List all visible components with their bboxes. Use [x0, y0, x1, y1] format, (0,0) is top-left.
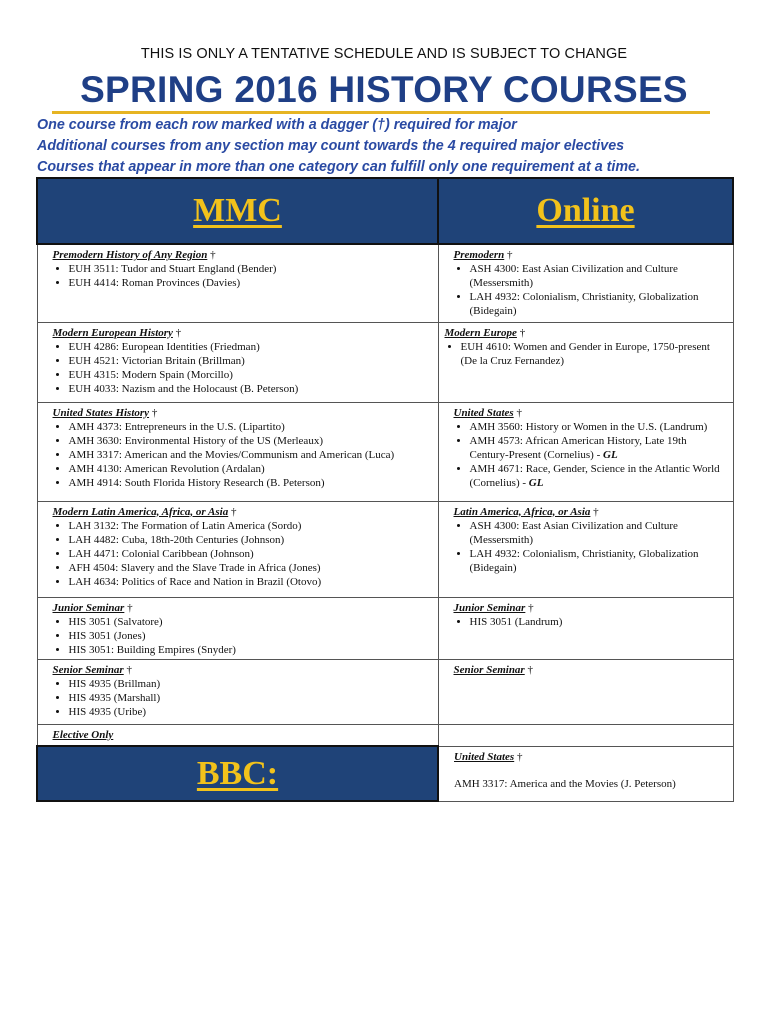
- dagger-mark: †: [175, 326, 182, 339]
- gl-tag: GL: [528, 476, 544, 489]
- list-item: • HIS 4935 (Uribe): [69, 705, 432, 719]
- list-item: • EUH 4286: European Identities (Friedman): [69, 340, 432, 354]
- table-header-row: [37, 178, 733, 244]
- note-line: Additional courses from any section may count towards the 4 required major electives: [37, 138, 625, 154]
- online-cell: [438, 244, 733, 322]
- list-item: • ASH 4300: East Asian Civilization and Culture (Messersmith): [470, 262, 727, 290]
- list-item: • LAH 4634: Politics of Race and Nation in Brazil (Otovo): [69, 575, 432, 589]
- category-label: United States: [453, 406, 514, 419]
- list-item: • EUH 4521: Victorian Britain (Brillman): [69, 354, 432, 368]
- mmc-cell: [37, 322, 438, 402]
- list-item: • HIS 3051 (Landrum): [470, 615, 727, 629]
- list-item: • HIS 3051: Building Empires (Snyder): [69, 643, 432, 657]
- table-row: [37, 244, 733, 322]
- online-header: [438, 178, 733, 244]
- dagger-mark: †: [528, 601, 534, 614]
- mmc-header: [37, 178, 438, 244]
- category-label: Latin America, Africa, or Asia: [453, 505, 591, 518]
- list-item: • AMH 3560: History or Women in the U.S. (Landrum): [470, 420, 727, 434]
- table-row: [37, 322, 733, 402]
- tentative-notice: THIS IS ONLY A TENTATIVE SCHEDULE AND IS SUBJECT TO CHANGE: [140, 46, 628, 62]
- table-row: [37, 597, 733, 659]
- schedule-table: [36, 177, 734, 802]
- category-label: Modern Europe: [444, 326, 517, 339]
- online-cell: [438, 501, 733, 597]
- list-item: • HIS 3051 (Jones): [69, 629, 432, 643]
- category-label: Senior Seminar: [453, 663, 525, 676]
- list-item: • EUH 4414: Roman Provinces (Davies): [69, 276, 432, 290]
- list-item: • EUH 4033: Nazism and the Holocaust (B. Peterson): [69, 382, 432, 396]
- online-cell: [438, 402, 733, 501]
- list-item: • ASH 4300: East Asian Civilization and Culture (Messersmith): [470, 519, 727, 547]
- list-item: • AMH 4914: South Florida History Research (B. Peterson): [69, 476, 432, 490]
- category-label: Senior Seminar: [52, 663, 124, 676]
- course-entry: AMH 3317: America and the Movies (J. Peterson): [454, 777, 676, 790]
- note-line: Courses that appear in more than one category can fulfill only one requirement at a time.: [37, 159, 640, 175]
- list-item: • AMH 3630: Environmental History of the US (Merleaux): [69, 434, 432, 448]
- course-list: [53, 519, 432, 589]
- course-list: [454, 615, 727, 629]
- list-item: • EUH 4315: Modern Spain (Morcillo): [69, 368, 432, 382]
- list-item: • AMH 4373: Entrepreneurs in the U.S. (Lipartito): [69, 420, 432, 434]
- dagger-mark: †: [506, 249, 513, 261]
- mmc-cell: [37, 402, 438, 501]
- table-row: [37, 402, 733, 501]
- requirement-notes: [37, 115, 747, 178]
- bbc-header: [37, 746, 438, 801]
- dagger-mark: †: [593, 505, 599, 518]
- category-label: United States History: [52, 406, 150, 419]
- list-item: • AMH 4130: American Revolution (Ardalan): [69, 462, 432, 476]
- category-label: Premodern History of Any Region: [52, 249, 208, 261]
- mmc-cell: [37, 597, 438, 659]
- dagger-mark: †: [210, 249, 216, 261]
- bbc-online-cell: [438, 746, 733, 801]
- dagger-mark: †: [230, 505, 237, 518]
- course-list: [53, 615, 432, 657]
- page-title: SPRING 2016 HISTORY COURSES: [80, 69, 688, 110]
- list-item: [470, 462, 727, 490]
- note-line: One course from each row marked with a dagger (†) required for major: [37, 117, 517, 133]
- table-row: [37, 724, 733, 746]
- table-row: [37, 746, 733, 801]
- list-item: • HIS 4935 (Brillman): [69, 677, 432, 691]
- list-item: [470, 434, 727, 462]
- course-list: [53, 340, 432, 396]
- table-row: [37, 659, 733, 724]
- dagger-mark: †: [151, 406, 158, 419]
- list-item: • HIS 3051 (Salvatore): [69, 615, 432, 629]
- title-underline: [52, 111, 710, 114]
- list-item: • HIS 4935 (Marshall): [69, 691, 432, 705]
- list-item: • LAH 4471: Colonial Caribbean (Johnson): [69, 547, 432, 561]
- mmc-cell: [37, 501, 438, 597]
- list-item: • LAH 4482: Cuba, 18th-20th Centuries (Johnson): [69, 533, 432, 547]
- course-text: AMH 4671: Race, Gender, Science in the Atlantic World (Cornelius) -: [469, 462, 720, 489]
- course-list: [454, 519, 727, 575]
- dagger-mark: †: [516, 406, 522, 419]
- list-item: • LAH 4932: Colonialism, Christianity, Globalization (Bidegain): [470, 290, 727, 318]
- category-label: Premodern: [453, 249, 505, 261]
- online-header-label: Online: [536, 192, 635, 229]
- dagger-mark: †: [519, 326, 526, 339]
- online-cell: [438, 322, 733, 402]
- course-list: [454, 420, 727, 490]
- mmc-cell: [37, 659, 438, 724]
- mmc-cell: [37, 724, 438, 746]
- dagger-mark: †: [126, 663, 132, 676]
- list-item: • LAH 3132: The Formation of Latin America (Sordo): [69, 519, 432, 533]
- mmc-cell: [37, 244, 438, 322]
- category-label: Elective Only: [52, 728, 114, 741]
- category-label: Modern European History: [52, 326, 173, 339]
- bbc-header-label: BBC:: [196, 754, 279, 792]
- category-label: United States: [454, 750, 515, 763]
- dagger-mark: †: [527, 663, 533, 676]
- online-cell: [438, 659, 733, 724]
- category-label: Junior Seminar: [453, 601, 526, 614]
- course-list: [53, 677, 432, 719]
- course-list: [454, 262, 727, 318]
- list-item: • AMH 3317: American and the Movies/Communism and American (Luca): [69, 448, 432, 462]
- dagger-mark: †: [127, 601, 133, 614]
- list-item: • EUH 4610: Women and Gender in Europe, 1750-present (De la Cruz Fernandez): [461, 340, 727, 368]
- category-label: Junior Seminar: [52, 601, 125, 614]
- list-item: • EUH 3511: Tudor and Stuart England (Bender): [69, 262, 432, 276]
- table-row: [37, 501, 733, 597]
- list-item: • LAH 4932: Colonialism, Christianity, Globalization (Bidegain): [470, 547, 727, 575]
- mmc-header-label: MMC: [193, 192, 282, 229]
- gl-tag: GL: [603, 448, 618, 461]
- course-list: [445, 340, 727, 368]
- list-item: • AFH 4504: Slavery and the Slave Trade in Africa (Jones): [69, 561, 432, 575]
- course-text: AMH 4573: African American History, Late 19th Century-Present (Cornelius) -: [469, 434, 687, 461]
- dagger-mark: †: [516, 750, 523, 763]
- course-list: [53, 262, 432, 290]
- online-cell: [438, 724, 733, 746]
- category-label: Modern Latin America, Africa, or Asia: [52, 505, 229, 518]
- online-cell: [438, 597, 733, 659]
- course-list: [53, 420, 432, 490]
